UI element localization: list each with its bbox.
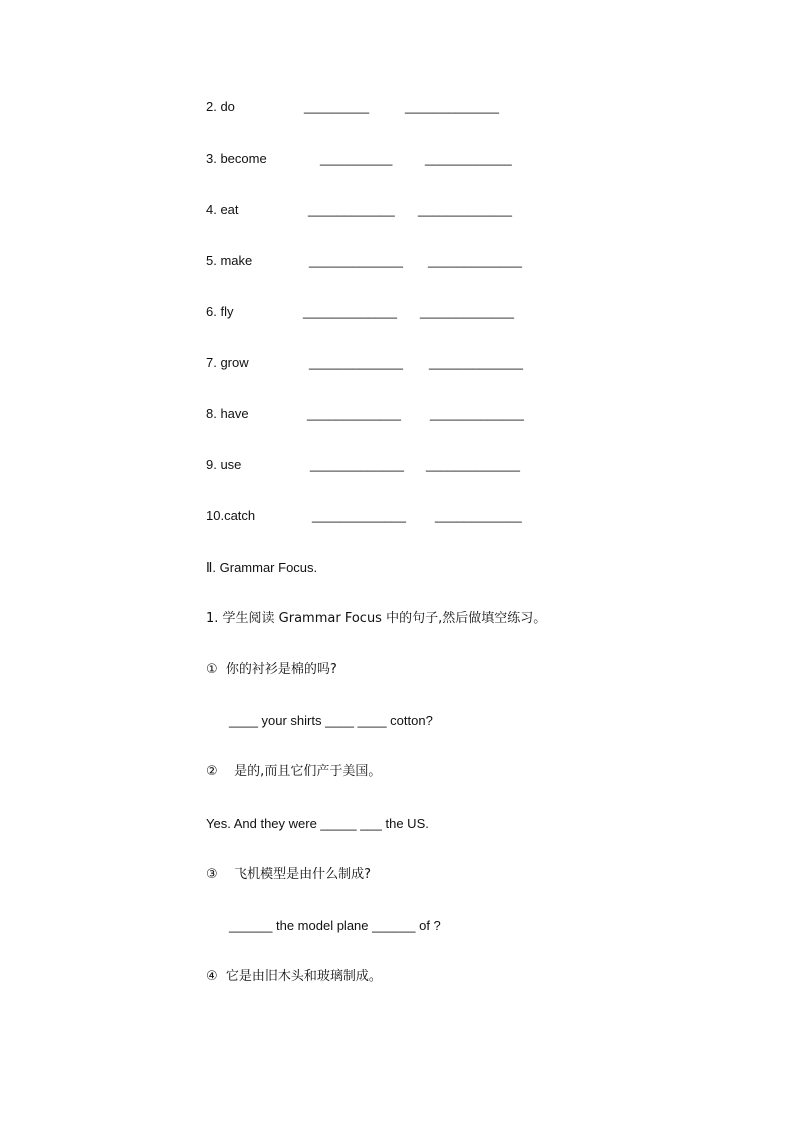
verb-label: 4. eat xyxy=(206,202,239,217)
blank-past: _____________ xyxy=(309,253,403,268)
blank-past: _____________ xyxy=(310,457,404,472)
blank-participle: _____________ xyxy=(405,99,499,114)
verb-row xyxy=(206,456,241,474)
item-chinese: ② 是的,而且它们产于美国。 xyxy=(206,764,382,779)
verb-label: 6. fly xyxy=(206,304,234,319)
verb-row xyxy=(206,252,252,270)
blank-participle: _____________ xyxy=(429,355,523,370)
item-english: ____ your shirts ____ ____ cotton? xyxy=(229,713,433,728)
verb-row xyxy=(206,507,255,525)
blank-past: _____________ xyxy=(312,508,406,523)
verb-label: 2. do xyxy=(206,99,235,114)
verb-row xyxy=(206,405,249,423)
blank-participle: _____________ xyxy=(430,406,524,421)
blank-participle: _____________ xyxy=(418,202,512,217)
blank-past: _____________ xyxy=(303,304,397,319)
blank-participle: ____________ xyxy=(435,508,522,523)
blank-participle: _____________ xyxy=(420,304,514,319)
blank-past: _________ xyxy=(304,99,370,114)
verb-row xyxy=(206,303,233,321)
verb-label: 10.catch xyxy=(206,508,256,523)
verb-label: 5. make xyxy=(206,253,253,268)
blank-past: ____________ xyxy=(308,202,395,217)
verb-row xyxy=(206,98,235,116)
verb-row xyxy=(206,354,249,372)
section-heading: Ⅱ. Grammar Focus. xyxy=(206,560,318,575)
verb-label: 8. have xyxy=(206,406,249,421)
blank-past: _____________ xyxy=(307,406,401,421)
blank-past: __________ xyxy=(320,151,393,166)
verb-label: 7. grow xyxy=(206,355,249,370)
blank-past: _____________ xyxy=(309,355,403,370)
verb-row xyxy=(206,150,267,168)
blank-participle: _____________ xyxy=(426,457,520,472)
blank-participle: ____________ xyxy=(425,151,512,166)
blank-participle: _____________ xyxy=(428,253,522,268)
item-english: Yes. And they were _____ ___ the US. xyxy=(206,816,429,831)
verb-row xyxy=(206,201,239,219)
item-chinese: ① 你的衬衫是棉的吗? xyxy=(206,662,337,677)
item-chinese: ④ 它是由旧木头和玻璃制成。 xyxy=(206,969,382,984)
verb-label: 3. become xyxy=(206,151,267,166)
item-chinese: ③ 飞机模型是由什么制成? xyxy=(206,867,372,882)
verb-label: 9. use xyxy=(206,457,242,472)
instruction: 1. 学生阅读 Grammar Focus 中的句子,然后做填空练习。 xyxy=(206,611,547,626)
item-english: ______ the model plane ______ of ? xyxy=(229,918,441,933)
